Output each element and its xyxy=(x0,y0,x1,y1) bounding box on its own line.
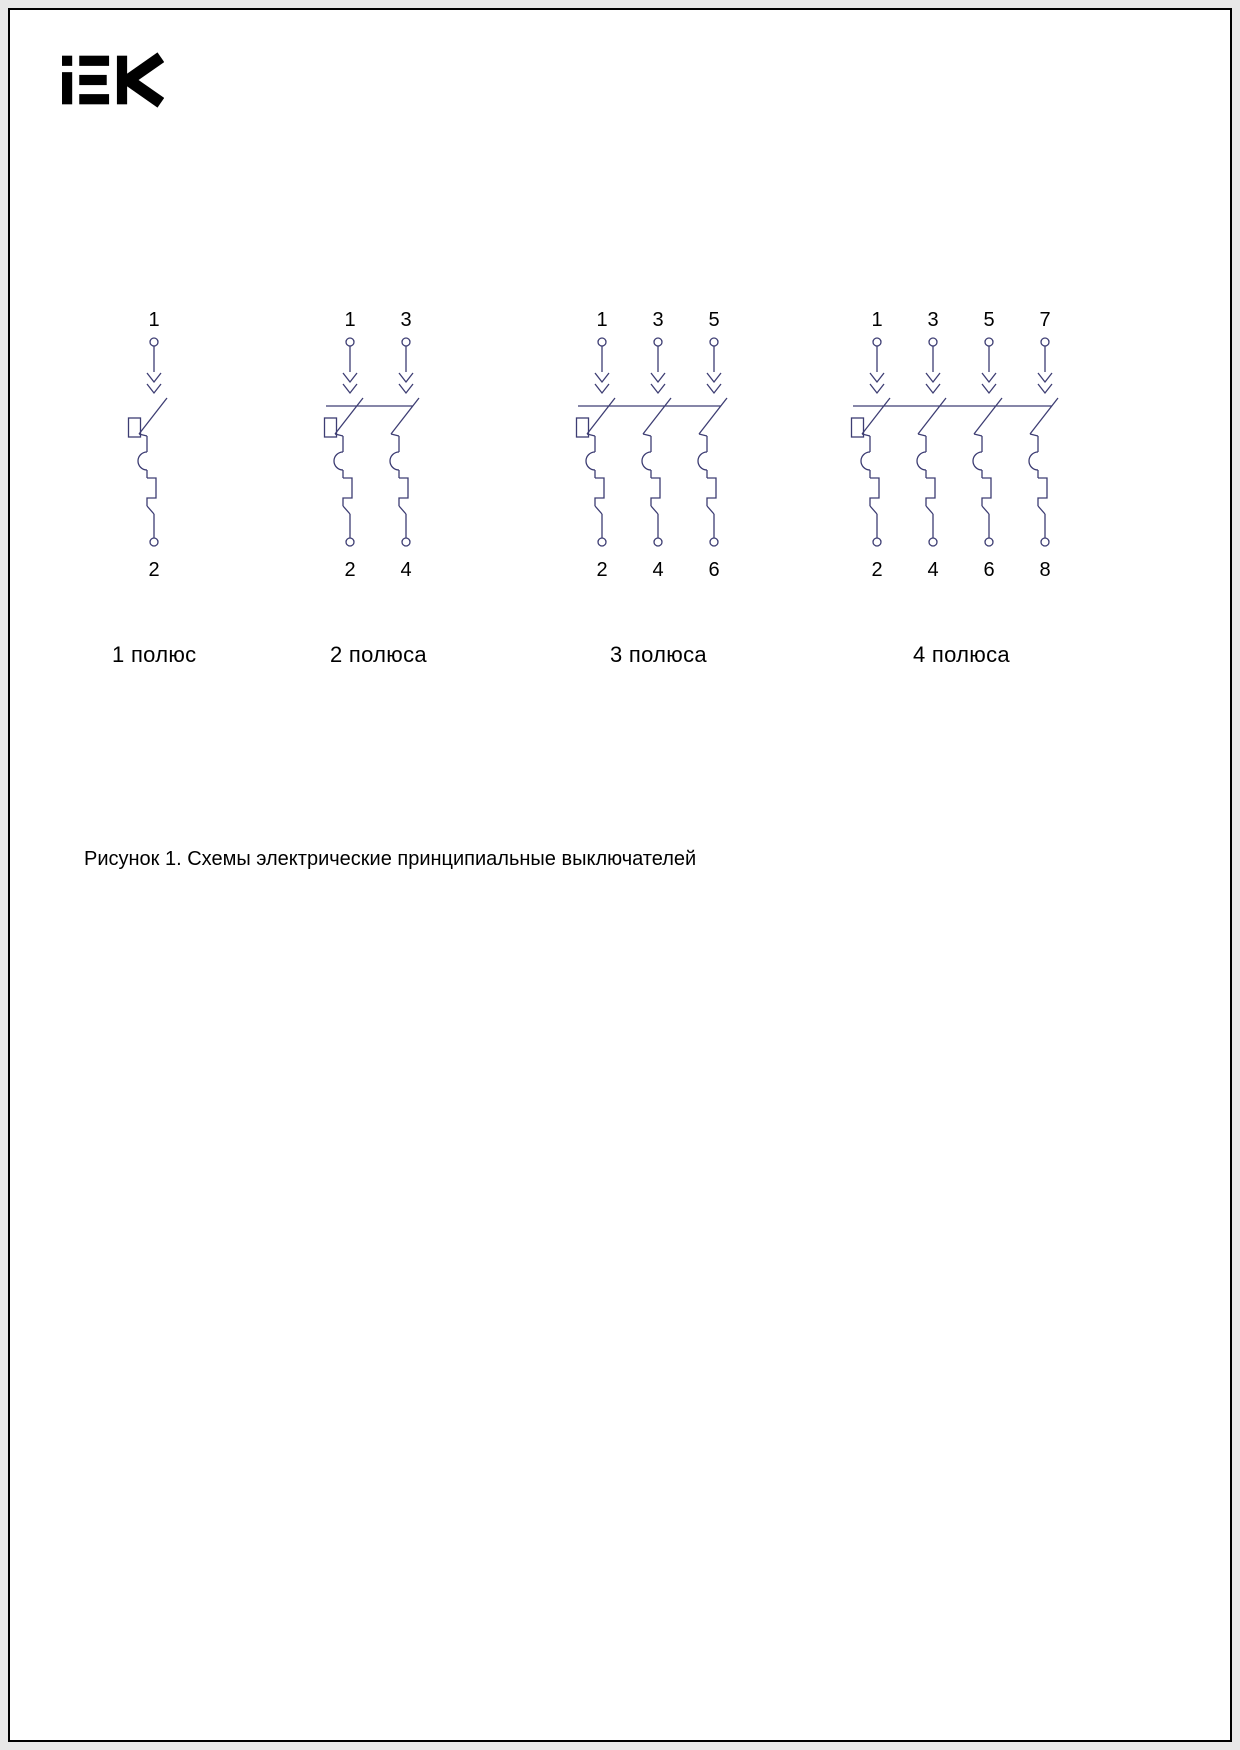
magnetic-release xyxy=(390,452,399,470)
terminal-number-top: 1 xyxy=(148,309,160,331)
terminal-number-bottom: 4 xyxy=(652,559,665,581)
terminal-circle-top xyxy=(929,338,937,346)
contact-arrow-icon xyxy=(147,373,161,382)
contact-arrow-icon xyxy=(982,384,996,393)
contact-arrow-icon xyxy=(399,384,413,393)
terminal-number-top: 3 xyxy=(652,309,665,331)
terminal-circle-top xyxy=(710,338,718,346)
terminal-number-bottom: 6 xyxy=(708,559,721,581)
contact-blade xyxy=(139,398,167,434)
contact-arrow-icon xyxy=(982,373,996,382)
terminal-circle-bottom xyxy=(929,538,937,546)
conductor-line xyxy=(147,506,154,514)
conductor-line xyxy=(399,506,406,514)
conductor-line xyxy=(699,434,707,436)
contact-blade xyxy=(862,398,890,434)
contact-blade xyxy=(1030,398,1058,434)
terminal-number-bottom: 2 xyxy=(596,559,609,581)
terminal-circle-bottom xyxy=(873,538,881,546)
contact-arrow-icon xyxy=(870,373,884,382)
magnetic-release xyxy=(1029,452,1038,470)
conductor-line xyxy=(643,434,651,436)
contact-blade xyxy=(643,398,671,434)
contact-arrow-icon xyxy=(926,384,940,393)
logo-e-bar-top xyxy=(79,56,109,66)
contact-arrow-icon xyxy=(651,384,665,393)
figure-caption: Рисунок 1. Схемы электрические принципиальные выключателей xyxy=(84,848,697,870)
terminal-circle-top xyxy=(1041,338,1049,346)
contact-blade xyxy=(391,398,419,434)
contact-arrow-icon xyxy=(1038,373,1052,382)
terminal-number-top: 3 xyxy=(400,309,413,331)
trip-unit xyxy=(129,418,141,437)
conductor-line xyxy=(651,506,658,514)
magnetic-release xyxy=(973,452,982,470)
page xyxy=(8,8,1232,1742)
terminal-number-top: 1 xyxy=(596,309,609,331)
magnetic-release xyxy=(917,452,926,470)
magnetic-release xyxy=(586,452,595,470)
schematic-2-pole xyxy=(322,304,434,586)
conductor-line xyxy=(595,506,602,514)
contact-blade xyxy=(918,398,946,434)
terminal-number-bottom: 8 xyxy=(1039,559,1052,581)
conductor-line xyxy=(982,506,989,514)
thermal-release xyxy=(707,478,716,506)
contact-arrow-icon xyxy=(707,373,721,382)
terminal-number-top: 5 xyxy=(708,309,721,331)
contact-arrow-icon xyxy=(870,384,884,393)
contact-arrow-icon xyxy=(707,384,721,393)
diagram-2-pole xyxy=(322,304,434,668)
conductor-line xyxy=(974,434,982,436)
contact-blade xyxy=(974,398,1002,434)
magnetic-release xyxy=(861,452,870,470)
trip-unit xyxy=(577,418,589,437)
diagram-label: 4 полюса xyxy=(912,642,1010,667)
magnetic-release xyxy=(698,452,707,470)
logo-e-bar-middle xyxy=(79,75,106,85)
terminal-number-bottom: 4 xyxy=(927,559,940,581)
conductor-line xyxy=(707,506,714,514)
schematic-3-pole xyxy=(574,304,742,586)
diagram-3-pole xyxy=(574,304,742,668)
thermal-release xyxy=(982,478,991,506)
contact-arrow-icon xyxy=(595,384,609,393)
diagram-label: 3 полюса xyxy=(609,642,707,667)
terminal-circle-bottom xyxy=(150,538,158,546)
terminal-circle-top xyxy=(598,338,606,346)
thermal-release xyxy=(926,478,935,506)
contact-arrow-icon xyxy=(651,373,665,382)
terminal-number-top: 3 xyxy=(927,309,940,331)
terminal-circle-top xyxy=(873,338,881,346)
logo-e-bar-bottom xyxy=(79,94,109,104)
terminal-circle-top xyxy=(985,338,993,346)
conductor-line xyxy=(870,506,877,514)
contact-blade xyxy=(335,398,363,434)
diagrams-row xyxy=(10,304,1230,668)
terminal-number-bottom: 2 xyxy=(344,559,357,581)
logo-k-lower-arm xyxy=(127,79,161,103)
terminal-circle-bottom xyxy=(710,538,718,546)
iek-logo-graphic xyxy=(62,52,164,108)
terminal-circle-top xyxy=(150,338,158,346)
terminal-circle-bottom xyxy=(985,538,993,546)
terminal-circle-bottom xyxy=(346,538,354,546)
thermal-release xyxy=(651,478,660,506)
contact-arrow-icon xyxy=(1038,384,1052,393)
contact-arrow-icon xyxy=(595,373,609,382)
terminal-number-top: 1 xyxy=(344,309,357,331)
contact-arrow-icon xyxy=(343,373,357,382)
logo-i-dot xyxy=(62,56,72,66)
contact-arrow-icon xyxy=(343,384,357,393)
diagram-label: 1 полюс xyxy=(112,642,197,667)
diagram-4-pole xyxy=(849,304,1073,668)
contact-arrow-icon xyxy=(147,384,161,393)
conductor-line xyxy=(1030,434,1038,436)
terminal-circle-top xyxy=(346,338,354,346)
contact-blade xyxy=(587,398,615,434)
conductor-line xyxy=(926,506,933,514)
schematic-1-pole xyxy=(126,304,182,586)
thermal-release xyxy=(147,478,156,506)
terminal-number-top: 1 xyxy=(871,309,884,331)
terminal-circle-bottom xyxy=(1041,538,1049,546)
logo-k-stem xyxy=(117,56,127,105)
magnetic-release xyxy=(642,452,651,470)
terminal-number-bottom: 2 xyxy=(871,559,884,581)
terminal-circle-top xyxy=(654,338,662,346)
magnetic-release xyxy=(334,452,343,470)
thermal-release xyxy=(1038,478,1047,506)
terminal-circle-bottom xyxy=(402,538,410,546)
thermal-release xyxy=(870,478,879,506)
thermal-release xyxy=(399,478,408,506)
thermal-release xyxy=(343,478,352,506)
trip-unit xyxy=(852,418,864,437)
conductor-line xyxy=(918,434,926,436)
terminal-circle-bottom xyxy=(598,538,606,546)
conductor-line xyxy=(343,506,350,514)
diagram-1-pole xyxy=(112,304,196,668)
terminal-circle-top xyxy=(402,338,410,346)
logo-i-stem xyxy=(62,72,72,104)
terminal-number-bottom: 2 xyxy=(148,559,160,581)
diagram-label: 2 полюса xyxy=(329,642,427,667)
terminal-number-bottom: 6 xyxy=(983,559,996,581)
terminal-number-bottom: 4 xyxy=(400,559,413,581)
conductor-line xyxy=(1038,506,1045,514)
contact-arrow-icon xyxy=(399,373,413,382)
contact-arrow-icon xyxy=(926,373,940,382)
trip-unit xyxy=(325,418,337,437)
thermal-release xyxy=(595,478,604,506)
magnetic-release xyxy=(138,452,147,470)
terminal-number-top: 7 xyxy=(1039,309,1052,331)
conductor-line xyxy=(391,434,399,436)
terminal-number-top: 5 xyxy=(983,309,996,331)
contact-blade xyxy=(699,398,727,434)
iek-logo xyxy=(62,52,164,108)
schematic-4-pole xyxy=(849,304,1073,586)
terminal-circle-bottom xyxy=(654,538,662,546)
